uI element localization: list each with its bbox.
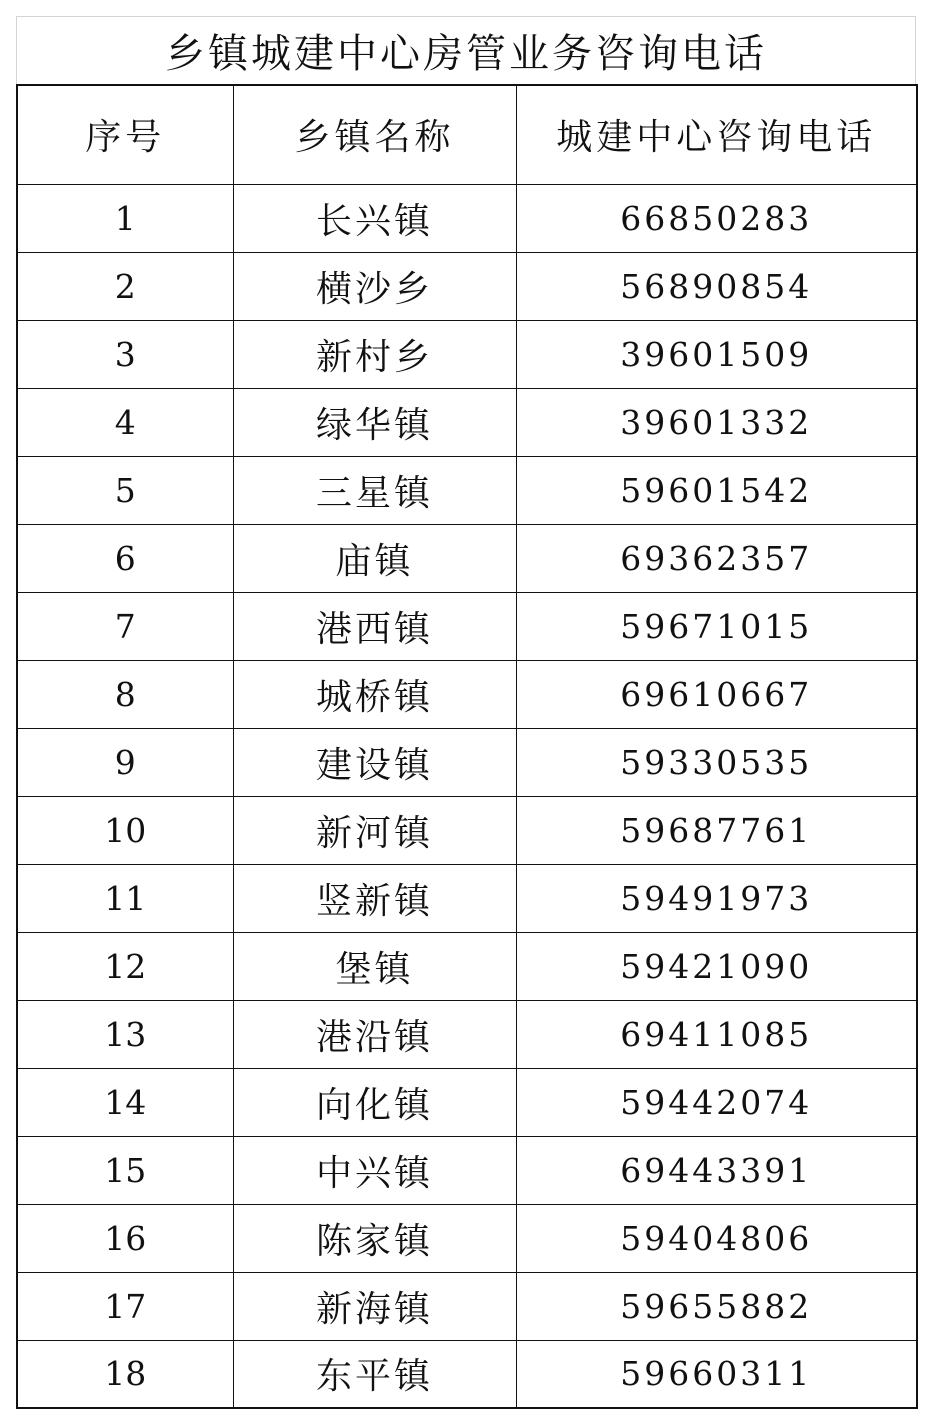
row-town: 堡镇 [233,932,516,1000]
row-town: 陈家镇 [233,1204,516,1272]
row-town: 东平镇 [233,1340,516,1408]
row-town: 向化镇 [233,1068,516,1136]
header-town: 乡镇名称 [233,85,516,184]
row-index: 16 [17,1204,233,1272]
table-row [17,1340,917,1408]
table-row [17,320,917,388]
row-phone: 59660311 [516,1340,917,1408]
table-row [17,252,917,320]
table-row [17,796,917,864]
row-phone: 59601542 [516,456,917,524]
table-row [17,1272,917,1340]
row-index: 7 [17,592,233,660]
row-town: 绿华镇 [233,388,516,456]
table-row [17,1204,917,1272]
table-row [17,660,917,728]
row-town: 中兴镇 [233,1136,516,1204]
row-phone: 69610667 [516,660,917,728]
row-index: 3 [17,320,233,388]
table-row [17,524,917,592]
row-town: 新村乡 [233,320,516,388]
row-index: 13 [17,1000,233,1068]
table-row [17,1000,917,1068]
row-town: 新海镇 [233,1272,516,1340]
table-row [17,184,917,252]
row-index: 4 [17,388,233,456]
row-phone: 59404806 [516,1204,917,1272]
row-phone: 59442074 [516,1068,917,1136]
row-index: 2 [17,252,233,320]
row-phone: 69411085 [516,1000,917,1068]
row-index: 1 [17,184,233,252]
row-town: 港西镇 [233,592,516,660]
row-town: 建设镇 [233,728,516,796]
header-phone: 城建中心咨询电话 [516,85,917,184]
row-phone: 56890854 [516,252,917,320]
row-town: 竖新镇 [233,864,516,932]
row-phone: 59421090 [516,932,917,1000]
row-town: 城桥镇 [233,660,516,728]
row-index: 5 [17,456,233,524]
row-index: 12 [17,932,233,1000]
row-index: 14 [17,1068,233,1136]
table-row [17,1068,917,1136]
row-phone: 59687761 [516,796,917,864]
row-index: 6 [17,524,233,592]
row-phone: 69362357 [516,524,917,592]
phone-table [16,84,918,1409]
row-town: 港沿镇 [233,1000,516,1068]
row-phone: 59330535 [516,728,917,796]
row-town: 庙镇 [233,524,516,592]
row-phone: 39601509 [516,320,917,388]
row-index: 15 [17,1136,233,1204]
header-row [17,85,917,184]
header-index: 序号 [17,85,233,184]
consultation-phone-sheet [16,16,916,1409]
table-row [17,1136,917,1204]
table-row [17,932,917,1000]
table-row [17,388,917,456]
table-row [17,592,917,660]
row-index: 18 [17,1340,233,1408]
row-phone: 59671015 [516,592,917,660]
row-index: 10 [17,796,233,864]
table-row [17,728,917,796]
row-phone: 39601332 [516,388,917,456]
row-phone: 66850283 [516,184,917,252]
row-phone: 59655882 [516,1272,917,1340]
row-town: 三星镇 [233,456,516,524]
row-index: 9 [17,728,233,796]
row-index: 17 [17,1272,233,1340]
sheet-title: 乡镇城建中心房管业务咨询电话 [16,16,916,84]
row-town: 长兴镇 [233,184,516,252]
row-index: 11 [17,864,233,932]
row-index: 8 [17,660,233,728]
row-town: 横沙乡 [233,252,516,320]
table-row [17,864,917,932]
table-row [17,456,917,524]
row-phone: 59491973 [516,864,917,932]
row-town: 新河镇 [233,796,516,864]
row-phone: 69443391 [516,1136,917,1204]
table-body [17,184,917,1408]
